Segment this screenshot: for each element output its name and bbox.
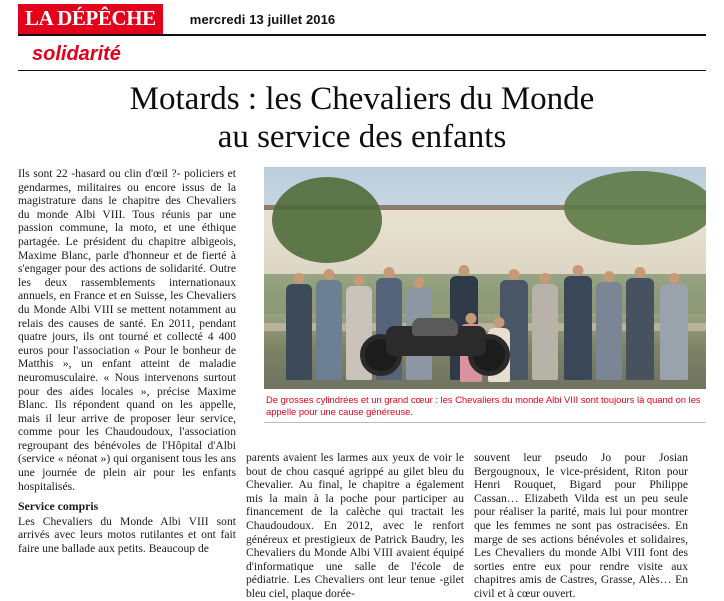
crowd-person	[286, 284, 312, 380]
crowd-person	[564, 276, 592, 380]
headline-line-1: Motards : les Chevaliers du Monde	[129, 81, 595, 117]
article-subheading: Service compris	[18, 499, 99, 514]
article-photo	[264, 167, 706, 389]
section-kicker: solidarité	[32, 43, 121, 65]
article-column-1	[18, 167, 236, 556]
article-body	[18, 167, 706, 600]
crowd-person	[532, 284, 558, 380]
newspaper-logo[interactable]: LA DÉPÊCHE	[18, 4, 163, 34]
masthead-divider	[18, 34, 706, 36]
kicker-divider	[18, 70, 706, 71]
headline-line-2: au service des enfants	[217, 119, 507, 156]
page-title	[34, 80, 690, 157]
photo-caption: De grosses cylindrées et un grand cœur : les Chevaliers du monde Albi VIII sont toujours là quand on les appelle pour une cause généreuse.	[264, 389, 706, 423]
paragraph: Ils sont 22 -hasard ou clin d'œil ?- policiers et gendarmes, militaires ou encore issus de la magistrature dans le chapitre des Chevaliers du monde Albi VIII. Tous réunis par une passion commune, la moto, et une éthique partagée. Le président du chapitre albigeois, Maxime Blanc, parle d'honneur et de fierté à s'engager pour des actions de solidarité. Outre les deux rassemblements internationaux annuels, en France et en Suisse, les Chevaliers du Monde Albi VIII se mettent notamment au relais des causes de santé. En 2011, pendant quatre jours, ils ont tourné et collecté 4 400 euros pour l'association « Pour le bonheur de Matthis », un enfant atteint de maladie neuromusculaire. « Nous intervenons surtout pour des aides locales », précise Maxime Blanc. Ils répondent quand on les appelle, mais il leur arrive de proposer leur service, comme pour les Chaudoudoux, l'association regroupant des bénévoles de l'Hôpital d'Albi (service « néonat ») qui organisent tous les ans une journée de plein air pour les enfants hospitalisés.	[18, 167, 236, 493]
crowd-person	[316, 280, 342, 380]
publication-date: mercredi 13 juillet 2016	[189, 11, 336, 27]
paragraph: souvent leur pseudo Jo pour Josian Bergougnoux, le vice-président, Riton pour Henri Rouquet, Bigard pour Philippe Cassan… Elizabeth Vilda est un peu seule pour réaliser la parité, mais lui pour montrer que les femmes ne sont pas ostracisées. En marge de ses actions bénévoles et solidaires, Les Chevaliers du monde Albi VIII font des sorties entre eux pour rendre visite aux chapitres amis de Castres, Grasse, Alès… En civil et à cœur ouvert.	[474, 451, 688, 600]
article-column-2	[246, 451, 464, 601]
paragraph: Les Chevaliers du Monde Albi VIII sont arrivés avec leurs motos rutilantes et ont fait faire une ballade aux petits. Beaucoup de	[18, 514, 236, 556]
article-column-3	[474, 451, 688, 601]
tree-icon	[564, 171, 706, 245]
tree-icon	[272, 177, 382, 263]
crowd-person	[660, 284, 688, 380]
motorcycle	[360, 312, 510, 376]
masthead	[0, 0, 724, 34]
paragraph: parents avaient les larmes aux yeux de voir le bout de chou casqué agrippé au gilet bleu du Chevalier. Au final, le chapitre a également mis la main à la poche pour participer au financement de la calèche qui tractait les Chaudoudoux. En 2012, avec le renfort généreux et prestigieux de Patrick Baudry, les Chevaliers du Monde Albi VIII avaient équipé d'informatique une salle de l'école de pédiatrie. Les Chevaliers ont leur tenue -gilet bleu ciel, plaque dorée-	[246, 451, 464, 600]
crowd-person	[596, 282, 622, 380]
article-photo-block	[264, 167, 706, 423]
crowd-person	[626, 278, 654, 380]
